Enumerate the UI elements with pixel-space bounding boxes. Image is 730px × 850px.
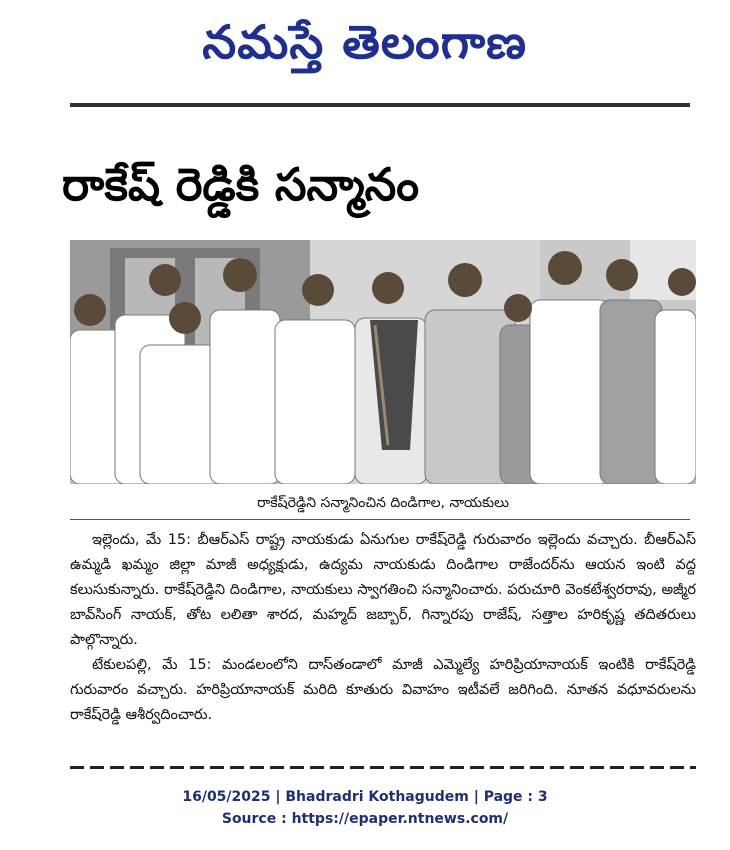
masthead-logo [0,4,730,82]
article-body [70,528,696,728]
top-divider [70,103,690,107]
news-photo [70,240,696,484]
photo-caption: రాకేష్‌రెడ్డిని సన్మానించిన దిండిగాల, నాయకులు [257,495,509,511]
masthead-title: నమస్తే తెలంగాణ [202,15,528,69]
footer-edition-line: 16/05/2025 | Bhadradri Kothagudem | Page : 3 [182,789,548,805]
article-paragraph: ఇల్లెందు, మే 15: బీఆర్‌ఎస్ రాష్ట్ర నాయకుడు ఏనుగుల రాకేష్‌రెడ్డి గురువారం ఇల్లెందు వచ్చారు. బీఆర్‌ఎస్ ఉమ్మడి ఖమ్మం జిల్లా మాజీ అధ్యక్షుడు, ఉద్యమ నాయకుడు దిండిగాల రాజేందర్‌ను ఆయన ఇంటి వద్ద కలుసుకున్నారు. రాకేష్‌రెడ్డిని దిండిగాల, నాయకులు స్వాగతించి సన్మానించారు. పరుచూరి వెంకటేశ్వరరావు, అజ్మీర బావ్‌సింగ్ నాయక్, తోట లలితా శారద, మహ్మద్ జబ్బార్, గిన్నారపు రాజేష్, సత్తాల హరికృష్ణ తదితరులు పాల్గొన్నారు. [70,532,696,648]
clipped-next-line [70,762,696,772]
page-footer [0,786,730,830]
headline: రాకేష్ రెడ్డికి సన్మానం [62,158,420,211]
article-paragraph: టేకులపల్లి, మే 15: మండలంలోని దాస్‌తండాలో మాజీ ఎమ్మెల్యే హరిప్రియానాయక్ ఇంటికి రాకేష్‌రెడ్డి గురువారం వచ్చారు. హరిప్రియానాయక్ మరిది కూతురు వివాహం ఇటీవలే జరిగింది. నూతన వధూవరులను రాకేష్‌రెడ్డి ఆశీర్వదించారు. [70,657,696,723]
footer-source-line: Source : https://epaper.ntnews.com/ [221,811,509,827]
caption-divider [70,519,690,520]
